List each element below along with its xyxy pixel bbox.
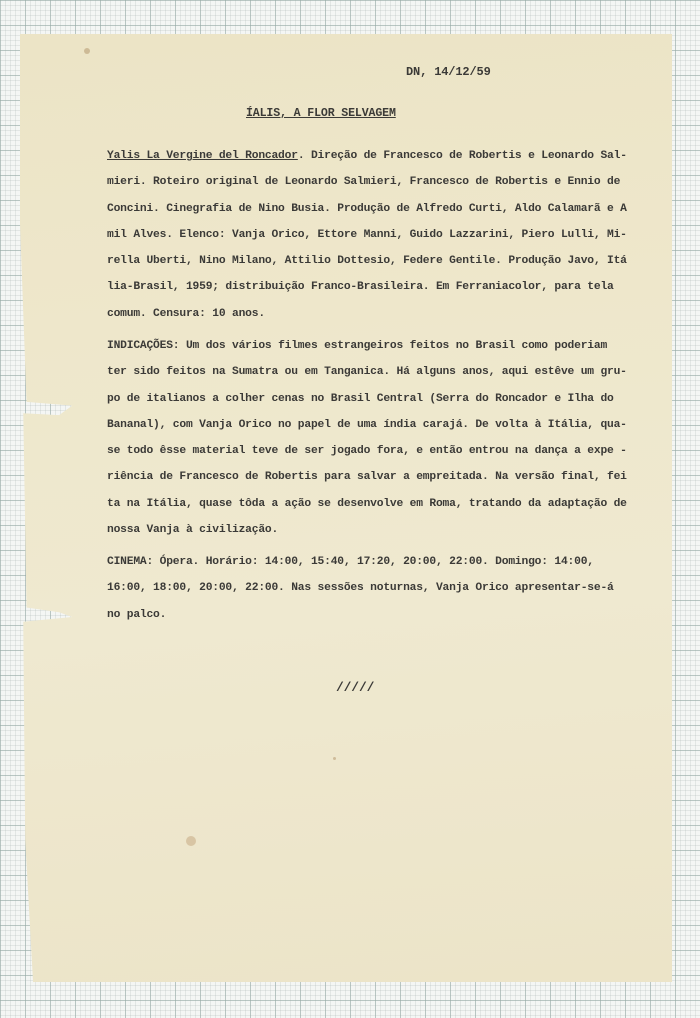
paragraph-line: nossa Vanja à civilização. — [107, 524, 279, 537]
paragraph-line: ter sido feitos na Sumatra ou em Tanganica. Há alguns anos, aqui estêve um gru- — [107, 366, 627, 379]
paragraph-line: rella Uberti, Nino Milano, Attilio Dottesio, Federe Gentile. Produção Javo, Itá — [107, 255, 627, 268]
paragraph-line: riência de Francesco de Robertis para salvar a empreitada. Na versão final, fei — [107, 471, 627, 484]
paragraph-line: po de italianos a colher cenas no Brasil Central (Serra do Roncador e Ilha do — [107, 392, 614, 405]
paragraph-line: se todo êsse material teve de ser jogado fora, e então entrou na dança a expe - — [107, 445, 627, 458]
dateline: DN, 14/12/59 — [406, 65, 491, 79]
paragraph-line: Concini. Cinegrafia de Nino Busia. Produção de Alfredo Curti, Aldo Calamarã e A — [107, 202, 627, 215]
end-mark: ///// — [336, 680, 375, 695]
paragraph-line: no palco. — [107, 608, 167, 621]
original-film-title: Yalis La Vergine del Roncador — [107, 150, 298, 162]
document-title: ÍALIS, A FLOR SELVAGEM — [246, 107, 396, 120]
paragraph-line: CINEMA: Ópera. Horário: 14:00, 15:40, 17:20, 20:00, 22:00. Domingo: 14:00, — [107, 556, 594, 568]
paragraph-line: comum. Censura: 10 anos. — [107, 307, 265, 320]
paragraph-line: mieri. Roteiro original de Leonardo Salmieri, Francesco de Robertis e Ennio de — [107, 176, 621, 189]
paragraph-line: mil Alves. Elenco: Vanja Orico, Ettore Manni, Guido Lazzarini, Piero Lulli, Mi- — [107, 228, 627, 241]
paragraph-line: lia-Brasil, 1959; distribuição Franco-Brasileira. Em Ferraniacolor, para tela — [107, 281, 614, 294]
section-label: CINEMA: — [107, 556, 154, 568]
credits-paragraph — [107, 143, 637, 327]
paragraph-line: 16:00, 18:00, 20:00, 22:00. Nas sessões noturnas, Vanja Orico apresentar-se-á — [107, 582, 614, 595]
ink-stain — [84, 48, 90, 54]
paragraph-line: INDICAÇÕES: Um dos vários filmes estrangeiros feitos no Brasil como poderiam — [107, 340, 608, 352]
paragraph-line: ta na Itália, quase tôda a ação se desenvolve em Roma, tratando da adaptação de — [107, 497, 627, 510]
paragraph-line: Yalis La Vergine del Roncador. Direção de Francesco de Robertis e Leonardo Sal- — [107, 150, 627, 162]
indications-paragraph — [107, 333, 637, 543]
ink-stain — [333, 757, 336, 760]
section-label: INDICAÇÕES: — [107, 340, 180, 352]
paragraph-line: Bananal), com Vanja Orico no papel de uma índia carajá. De volta à Itália, qua- — [107, 418, 627, 431]
ink-stain — [186, 836, 196, 846]
cinema-paragraph — [107, 549, 637, 628]
